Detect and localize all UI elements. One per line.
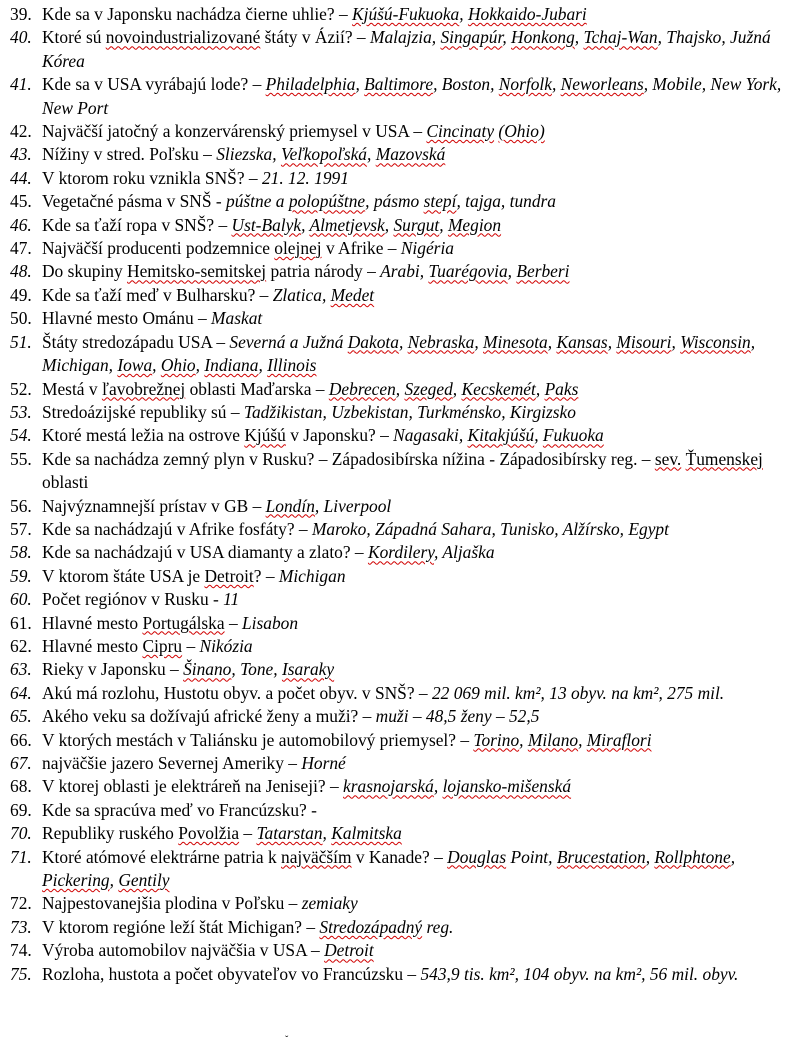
question-item — [10, 565, 796, 588]
question-item — [10, 658, 796, 681]
question-text: Najväčší producenti podzemnice olejnej v Afrike — [42, 238, 384, 259]
question-number: 46. — [10, 214, 32, 235]
question-separator: – — [239, 823, 257, 844]
question-separator: - — [306, 799, 317, 820]
question-number: 51. — [10, 331, 32, 352]
question-separator: – — [311, 378, 329, 399]
question-separator: – — [294, 518, 312, 539]
question-item — [10, 120, 796, 143]
answer-text: 11 — [223, 589, 240, 610]
question-text: Do skupiny Hemitsko-semitskej patria národy — [42, 261, 363, 282]
answer-text: Kjúšú-Fukuoka, Hokkaido-Jubari — [352, 4, 587, 24]
question-text: V ktorej oblasti je elektráreň na Jeniseji? — [42, 776, 326, 797]
answer-text: Michigan — [278, 565, 346, 586]
answer-text: 543,9 tis. km², 104 obyv. na km², 56 mil. obyv. — [420, 963, 739, 984]
question-item — [10, 331, 796, 378]
answer-text: Maskat — [211, 308, 263, 329]
question-separator: – — [261, 565, 279, 586]
question-separator: – — [325, 776, 344, 797]
question-number: 41. — [10, 74, 32, 95]
question-item — [10, 307, 796, 330]
question-text: Ktoré sú novoindustrializované štáty v Ázií? — [42, 27, 353, 48]
question-number: 47. — [10, 238, 32, 259]
question-number: 45. — [10, 191, 32, 212]
question-number: 67. — [10, 753, 32, 773]
answer-text: Stredozápadný reg. — [319, 916, 454, 937]
question-number: 43. — [10, 144, 32, 165]
question-number: 57. — [10, 518, 32, 539]
question-item — [10, 752, 796, 775]
answer-text: Horné — [301, 753, 346, 773]
question-text: Kde sa ťaží meď v Bulharsku? — [42, 284, 256, 305]
question-item — [10, 775, 796, 798]
question-item — [10, 260, 796, 283]
question-item — [10, 190, 796, 213]
question-number: 58. — [10, 542, 32, 563]
question-text: Rozloha, hustota a počet obyvateľov vo Francúzsku — [42, 963, 404, 984]
question-item — [10, 424, 796, 447]
question-text: Rieky v Japonsku — [42, 659, 166, 680]
question-text: Kde sa nachádzajú v Afrike fosfáty? — [42, 518, 295, 539]
question-number: 64. — [10, 682, 32, 703]
question-separator: – — [255, 284, 273, 305]
question-separator: – — [212, 331, 230, 352]
question-separator: - — [211, 191, 227, 212]
question-item — [10, 3, 796, 26]
question-number: 44. — [10, 167, 32, 188]
question-text: V ktorom roku vznikla SNŠ? — [42, 167, 245, 188]
answer-text: zemiaky — [301, 893, 358, 914]
question-item — [10, 588, 796, 611]
answer-text: Nikózia — [199, 635, 253, 656]
answer-text: Severná a Južná Dakota, Nebraska, Minesota, Kansas, Misouri, Wisconsin, Michigan, Iowa, Ohio, Indiana, Illinois — [42, 331, 756, 376]
question-separator: – — [244, 167, 262, 188]
answer-text: Lisabon — [241, 612, 299, 633]
question-text: Ktoré mestá ležia na ostrove Kjúšú v Japonsku? — [42, 425, 376, 446]
question-item — [10, 635, 796, 658]
question-text: Štáty stredozápadu USA — [42, 331, 213, 352]
question-separator: – — [182, 635, 200, 656]
question-separator: – — [193, 308, 212, 329]
question-item — [10, 892, 796, 915]
question-text: V ktorom regióne leží štát Michigan? — [42, 916, 302, 937]
question-separator: – — [414, 682, 432, 703]
question-item — [10, 448, 796, 495]
question-number: 63. — [10, 659, 32, 680]
question-text: Kde sa nachádzajú v USA diamanty a zlato? — [42, 542, 351, 563]
question-item — [10, 73, 796, 120]
question-number: 73. — [10, 916, 32, 937]
question-separator: – — [165, 659, 184, 680]
question-number: 48. — [10, 261, 32, 282]
question-separator: – — [302, 916, 320, 937]
question-text: Akú má rozlohu, Hustotu obyv. a počet obyv. v SNŠ? — [42, 682, 415, 703]
question-item — [10, 26, 796, 73]
question-number: 75. — [10, 963, 32, 984]
question-separator: – — [383, 238, 401, 259]
question-separator: – — [334, 4, 353, 24]
question-separator: – — [248, 495, 266, 516]
question-text: Najpestovanejšia plodina v Poľsku — [42, 893, 285, 914]
question-separator: – — [429, 846, 448, 867]
question-number: 71. — [10, 846, 32, 867]
question-item — [10, 729, 796, 752]
question-text: Kde sa v USA vyrábajú lode? — [42, 74, 249, 95]
question-number: 55. — [10, 448, 32, 469]
question-text: Kde sa spracúva meď vo Francúzsku? — [42, 799, 307, 820]
answer-text: Londín, Liverpool — [265, 495, 392, 516]
question-number: 60. — [10, 589, 32, 610]
question-separator: – — [306, 940, 325, 961]
answer-text: Philadelphia, Baltimore, Boston, Norfolk, Neworleans, Mobile, New York, New Port — [42, 74, 782, 118]
question-item — [10, 143, 796, 166]
question-text: najväčšie jazero Severnej Ameriky — [42, 753, 284, 773]
question-separator: – — [226, 401, 244, 422]
question-separator: – — [455, 729, 474, 750]
question-item — [10, 518, 796, 541]
question-text: Hlavné mesto Portugálska — [42, 612, 225, 633]
question-item — [10, 799, 796, 822]
answer-text: Maroko, Západná Sahara, Tunisko, Alžírsko, Egypt — [311, 518, 669, 539]
question-separator: – — [352, 27, 370, 48]
answer-text: Cincinaty (Ohio) — [426, 121, 545, 142]
answer-text: 22 069 mil. km², 13 obyv. na km², 275 mil. — [431, 682, 725, 703]
question-text: Akého veku sa dožívajú africké ženy a muži? — [42, 706, 359, 727]
question-separator: – — [198, 144, 217, 165]
question-item — [10, 284, 796, 307]
question-number: 65. — [10, 706, 32, 727]
answer-text: Kordilery, Aljaška — [367, 542, 495, 563]
question-text: Počet regiónov v Rusku — [42, 589, 209, 610]
answer-text: Nagasaki, Kitakjúšú, Fukuoka — [393, 425, 604, 446]
question-separator: – — [350, 542, 368, 563]
question-item — [10, 495, 796, 518]
question-text: Republiky ruského Povolžia — [42, 823, 240, 844]
question-separator: - — [208, 589, 224, 610]
question-item — [10, 705, 796, 728]
question-number: 53. — [10, 401, 32, 422]
question-number: 66. — [10, 729, 32, 750]
question-text: Ktoré atómové elektrárne patria k najväčším v Kanade? — [42, 846, 430, 867]
question-text: Hlavné mesto Cipru — [42, 635, 183, 656]
question-separator: – — [375, 425, 394, 446]
answer-text: Malajzia, Singapúr, Honkong, Tchaj-Wan, Thajsko, Južná Kórea — [42, 27, 771, 71]
question-item — [10, 214, 796, 237]
answer-text: Tadžikistan, Uzbekistan, Turkménsko, Kirgizsko — [243, 401, 576, 422]
question-text: Hlavné mesto Ománu — [42, 308, 194, 329]
question-number: 42. — [10, 121, 32, 142]
question-text: Stredoázijské republiky sú — [42, 401, 227, 422]
question-number: 50. — [10, 308, 32, 329]
question-item — [10, 167, 796, 190]
question-number: 52. — [10, 378, 32, 399]
question-text: Mestá v ľavobrežnej oblasti Maďarska — [42, 378, 312, 399]
question-item — [10, 541, 796, 564]
answer-text: Detroit — [324, 940, 374, 961]
question-separator: – — [284, 893, 302, 914]
question-separator: – — [358, 706, 376, 727]
question-text: Nížiny v stred. Poľsku — [42, 144, 199, 165]
question-number: 61. — [10, 612, 32, 633]
question-text: Najvýznamnejší prístav v GB — [42, 495, 249, 516]
question-number: 69. — [10, 799, 32, 820]
question-number: 70. — [10, 823, 32, 844]
answer-text: Zlatica, Medet — [272, 284, 375, 305]
question-number: 62. — [10, 635, 32, 656]
question-number: 40. — [10, 27, 32, 48]
question-separator: – — [283, 753, 302, 773]
answer-text: Ust-Balyk, Almetjevsk, Surgut, Megion — [231, 214, 502, 235]
question-separator: – — [362, 261, 381, 282]
question-text: V ktorých mestách v Taliánsku je automobilový priemysel? — [42, 729, 456, 750]
question-number: 59. — [10, 565, 32, 586]
question-number: 39. — [10, 4, 32, 24]
question-item — [10, 822, 796, 845]
question-number: 68. — [10, 776, 32, 797]
question-text: V ktorom štáte USA je Detroit? — [42, 565, 262, 586]
question-separator: – — [248, 74, 266, 95]
question-text: Kde sa ťaží ropa v SNŠ? — [42, 214, 215, 235]
question-separator: – — [403, 963, 421, 984]
question-number: 74. — [10, 940, 32, 961]
question-text: Výroba automobilov najväčšia v USA — [42, 940, 307, 961]
question-item — [10, 612, 796, 635]
question-text: Vegetačné pásma v SNŠ — [42, 191, 212, 212]
question-item — [10, 916, 796, 939]
question-item — [10, 378, 796, 401]
answer-text: Torino, Milano, Miraflori — [473, 729, 652, 750]
question-separator: – — [214, 214, 232, 235]
answer-text: Tatarstan, Kalmitska — [256, 823, 402, 844]
question-text: Kde sa nachádza zemný plyn v Rusku? – Západosibírska nížina - Západosibírsky reg. – sev. Ťumenskej oblasti — [42, 448, 763, 493]
question-text: Najväčší jatočný a konzervárenský priemysel v USA — [42, 121, 410, 142]
answer-text: Arabi, Tuarégovia, Berberi — [380, 261, 570, 282]
answer-text: púštne a polopúštne, pásmo stepí, tajga, tundra — [226, 191, 556, 212]
question-item — [10, 939, 796, 962]
question-item — [10, 237, 796, 260]
question-list — [10, 3, 796, 986]
question-text: Kde sa v Japonsku nachádza čierne uhlie? — [42, 4, 335, 24]
question-item — [10, 846, 796, 893]
question-item — [10, 963, 796, 986]
answer-text: 21. 12. 1991 — [261, 167, 349, 188]
question-number: 56. — [10, 495, 32, 516]
question-number: 49. — [10, 284, 32, 305]
answer-text: muži – 48,5 ženy – 52,5 — [375, 706, 540, 727]
question-item — [10, 401, 796, 424]
bottom-caron-mark: ˇ — [285, 1035, 289, 1046]
answer-text: Sliezska, Veľkopoľská, Mazovská — [216, 144, 446, 165]
question-separator: – — [409, 121, 427, 142]
answer-text: krasnojarská, lojansko-mišenská — [343, 776, 572, 797]
question-number: 54. — [10, 425, 32, 446]
question-number: 72. — [10, 893, 32, 914]
answer-text: Douglas Point, Brucestation, Rollphtone, Pickering, Gentily — [42, 846, 736, 891]
answer-text: Šinano, Tone, Isaraky — [183, 659, 335, 680]
answer-text: Debrecen, Szeged, Kecskemét, Paks — [328, 378, 579, 399]
answer-text: Nigéria — [400, 238, 454, 259]
question-separator: – — [224, 612, 242, 633]
question-item — [10, 682, 796, 705]
